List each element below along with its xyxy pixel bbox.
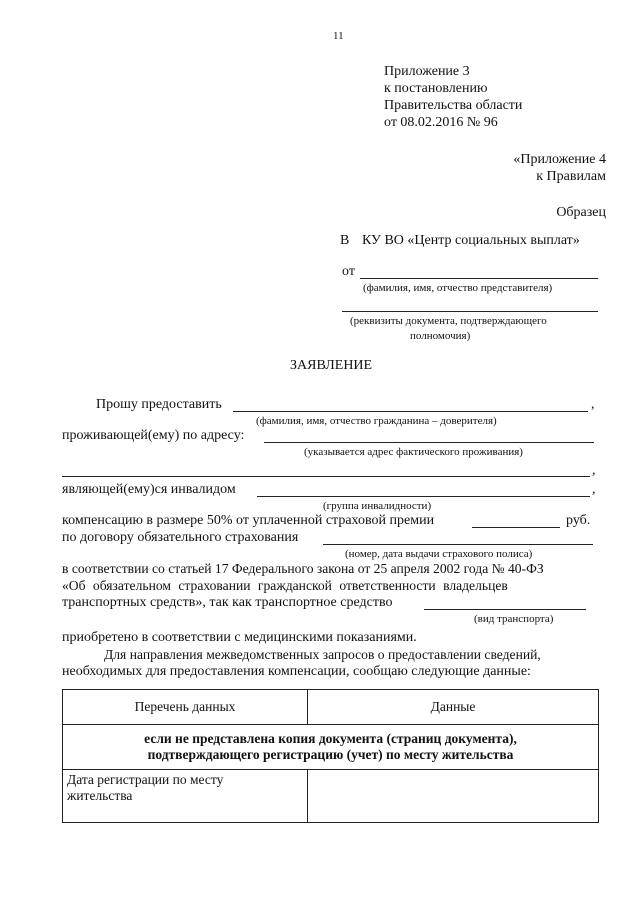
appendix-line-2: к постановлению	[384, 81, 488, 96]
law-line-3: транспортных средств», так как транспортное средство	[62, 595, 393, 610]
table-row	[63, 770, 599, 823]
addressee-to-prefix: В	[340, 233, 350, 248]
document-title: ЗАЯВЛЕНИЕ	[290, 358, 373, 373]
table-header-row	[63, 690, 599, 725]
appendix-line-4: от 08.02.2016 № 96	[384, 115, 498, 130]
disabled-label: являющей(ему)ся инвалидом	[62, 482, 236, 497]
law-line-2: «Об обязательном страховании гражданской ответственности владельцев	[62, 578, 508, 593]
sample-label: Образец	[556, 205, 606, 220]
disabled-caption: (группа инвалидности)	[323, 500, 432, 512]
contract-label: по договору обязательного страхования	[62, 530, 299, 545]
law-line-1: в соответствии со статьей 17 Федерального закона от 25 апреля 2002 года № 40-ФЗ	[62, 561, 544, 576]
currency-label: руб.	[566, 513, 591, 528]
interagency-line-2: необходимых для предоставления компенсации, сообщаю следующие данные:	[62, 664, 531, 679]
from-name-line	[360, 278, 598, 279]
row-label-line-2: жительства	[67, 788, 133, 803]
doc-caption-line-1: (реквизиты документа, подтверждающего	[350, 315, 547, 327]
vehicle-type-line	[424, 609, 586, 610]
interagency-line-1: Для направления межведомственных запросов о предоставлении сведений,	[104, 647, 541, 662]
appendix-line-3: Правительства области	[384, 98, 523, 113]
residing-caption: (указывается адрес фактического проживания)	[304, 446, 523, 458]
appendix-line-1: Приложение 3	[384, 64, 470, 79]
rules-appendix-line-1: «Приложение 4	[513, 152, 606, 167]
col-header-list: Перечень данных	[63, 690, 308, 725]
addressee-to-name: КУ ВО «Центр социальных выплат»	[362, 233, 580, 248]
request-caption: (фамилия, имя, отчество гражданина – доверителя)	[256, 415, 497, 427]
premium-amount-line	[472, 527, 560, 528]
rules-appendix-line-2: к Правилам	[536, 169, 606, 184]
contract-caption: (номер, дата выдачи страхового полиса)	[345, 548, 533, 560]
col-header-data: Данные	[308, 690, 599, 725]
section-heading-line-2: подтверждающего регистрацию (учет) по месту жительства	[147, 747, 514, 762]
row-label	[63, 770, 308, 823]
residing-address-line	[264, 442, 594, 443]
row-value-cell[interactable]	[308, 770, 599, 823]
section-heading	[63, 725, 599, 770]
doc-requisites-line	[342, 311, 598, 312]
acquired-text: приобретено в соответствии с медицинскими показаниями.	[62, 630, 417, 645]
policy-line	[323, 544, 593, 545]
data-table	[62, 689, 599, 823]
section-heading-line-1: если не представлена копия документа (страниц документа),	[144, 731, 517, 746]
page-number: 11	[333, 30, 344, 42]
from-caption: (фамилия, имя, отчество представителя)	[363, 282, 553, 294]
row-label-line-1: Дата регистрации по месту	[67, 772, 224, 787]
doc-caption-line-2: полномочия)	[410, 330, 471, 342]
address-continuation-line	[62, 476, 590, 477]
comma-3: ,	[592, 482, 596, 497]
disability-group-line	[257, 496, 590, 497]
table-section-row	[63, 725, 599, 770]
compensation-text: компенсацию в размере 50% от уплаченной страховой премии	[62, 513, 435, 528]
residing-label: проживающей(ему) по адресу:	[62, 428, 245, 443]
request-label: Прошу предоставить	[96, 397, 222, 412]
vehicle-caption: (вид транспорта)	[474, 613, 554, 625]
comma-1: ,	[591, 397, 595, 412]
comma-2: ,	[592, 463, 596, 478]
request-name-line	[233, 411, 588, 412]
addressee-from-prefix: от	[342, 264, 355, 279]
